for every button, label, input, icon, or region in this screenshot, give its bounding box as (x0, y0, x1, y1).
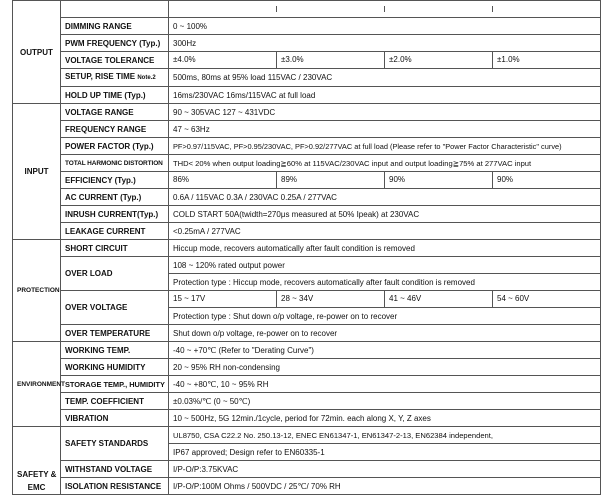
table-row (13, 427, 601, 444)
row-value: 0 ~ 100% (169, 18, 601, 35)
row-value: 90 ~ 305VAC 127 ~ 431VDC (169, 104, 601, 121)
table-row (13, 1, 601, 18)
row-label: OVER VOLTAGE (61, 291, 169, 325)
row-value: 89% (277, 172, 385, 188)
row-value: IP67 approved; Design refer to EN60335-1 (169, 444, 601, 461)
category-output: OUTPUT (13, 1, 61, 104)
row-value: I/P-O/P:3.75KVAC (169, 461, 601, 478)
table-row (13, 376, 601, 393)
row-value: 28 ~ 34V (277, 291, 385, 307)
row-value: ±0.03%/℃ (0 ~ 50℃) (169, 393, 601, 410)
row-label: WITHSTAND VOLTAGE (61, 461, 169, 478)
row-label: SAFETY STANDARDS (61, 427, 169, 461)
row-value: 0.6A / 115VAC 0.3A / 230VAC 0.25A / 277VAC (169, 189, 601, 206)
row-label: TOTAL HARMONIC DISTORTION (61, 155, 169, 172)
row-value: 300Hz (169, 35, 601, 52)
row-value: 10 ~ 500Hz, 5G 12min./1cycle, period for 72min. each along X, Y, Z axes (169, 410, 601, 427)
row-label: SHORT CIRCUIT (61, 240, 169, 257)
row-label: LEAKAGE CURRENT (61, 223, 169, 240)
row-label: WORKING HUMIDITY (61, 359, 169, 376)
category-safety-emc: SAFETY & EMC (13, 427, 61, 495)
row-label: VOLTAGE TOLERANCE (61, 52, 169, 69)
category-protection: PROTECTION (13, 240, 61, 342)
table-row (13, 291, 601, 308)
row-value: 86% (169, 172, 277, 188)
row-value: PF>0.97/115VAC, PF>0.95/230VAC, PF>0.92/277VAC at full load (Please refer to "Power Factor Characteristic" curve) (169, 138, 601, 155)
table-row (13, 172, 601, 189)
table-row (13, 393, 601, 410)
row-value: ±2.0% (385, 52, 493, 68)
row-label: WORKING TEMP. (61, 342, 169, 359)
table-row (13, 69, 601, 87)
row-label: AC CURRENT (Typ.) (61, 189, 169, 206)
row-value: -40 ~ +70℃ (Refer to "Derating Curve") (169, 342, 601, 359)
table-row (13, 104, 601, 121)
specification-table (12, 0, 601, 495)
row-value: 500ms, 80ms at 95% load 115VAC / 230VAC (169, 69, 601, 87)
row-label: PWM FREQUENCY (Typ.) (61, 35, 169, 52)
row-value: I/P-O/P:100M Ohms / 500VDC / 25℃/ 70% RH (169, 478, 601, 495)
row-value: 41 ~ 46V (385, 291, 493, 307)
table-row (13, 189, 601, 206)
row-label: INRUSH CURRENT(Typ.) (61, 206, 169, 223)
table-row (13, 223, 601, 240)
row-value: 54 ~ 60V (497, 294, 530, 303)
table-row (13, 325, 601, 342)
table-row (13, 257, 601, 274)
row-value: -40 ~ +80℃, 10 ~ 95% RH (169, 376, 601, 393)
table-row (13, 52, 601, 69)
table-row (13, 359, 601, 376)
row-label: TEMP. COEFFICIENT (61, 393, 169, 410)
row-value: ±3.0% (277, 52, 385, 68)
row-label: VOLTAGE RANGE (61, 104, 169, 121)
table-row (13, 461, 601, 478)
spec-sheet (12, 0, 600, 492)
row-value: 16ms/230VAC 16ms/115VAC at full load (169, 87, 601, 104)
table-row (13, 240, 601, 257)
row-value: 15 ~ 17V (169, 291, 277, 307)
row-value: Protection type : Shut down o/p voltage, re-power on to recover (169, 308, 601, 325)
row-note: Note.2 (137, 75, 156, 81)
row-value: 108 ~ 120% rated output power (169, 257, 601, 274)
row-label: FREQUENCY RANGE (61, 121, 169, 138)
table-row (13, 87, 601, 104)
table-row (13, 121, 601, 138)
table-row (13, 18, 601, 35)
row-label: POWER FACTOR (Typ.) (61, 138, 169, 155)
row-value: 90% (385, 172, 493, 188)
row-value: 20 ~ 95% RH non-condensing (169, 359, 601, 376)
row-label: EFFICIENCY (Typ.) (61, 172, 169, 189)
row-label: DIMMING RANGE (61, 18, 169, 35)
row-value: UL8750, CSA C22.2 No. 250.13-12, ENEC EN61347-1, EN61347-2-13, EN62384 independent, (169, 427, 601, 444)
row-label: SETUP, RISE TIME Note.2 (61, 69, 169, 87)
row-value: THD< 20% when output loading≧60% at 115VAC/230VAC input and output loading≧75% at 277VAC input (169, 155, 601, 172)
table-row (13, 410, 601, 427)
row-label: HOLD UP TIME (Typ.) (61, 87, 169, 104)
table-row (13, 155, 601, 172)
table-row (13, 478, 601, 495)
row-label: OVER LOAD (61, 257, 169, 291)
row-value: Protection type : Hiccup mode, recovers automatically after fault condition is removed (169, 274, 601, 291)
row-value: <0.25mA / 277VAC (169, 223, 601, 240)
row-value: 90% (497, 175, 514, 184)
row-value: Hiccup mode, recovers automatically after fault condition is removed (169, 240, 601, 257)
table-row (13, 342, 601, 359)
row-value: ±4.0% (169, 52, 277, 68)
row-label: OVER TEMPERATURE (61, 325, 169, 342)
row-value: COLD START 50A(twidth=270μs measured at 50% Ipeak) at 230VAC (169, 206, 601, 223)
row-label: STORAGE TEMP., HUMIDITY (61, 376, 169, 393)
table-row (13, 35, 601, 52)
table-row (13, 138, 601, 155)
table-row (13, 206, 601, 223)
row-value: ±1.0% (497, 55, 520, 64)
row-value: Shut down o/p voltage, re-power on to recover (169, 325, 601, 342)
category-input: INPUT (13, 104, 61, 240)
row-label: ISOLATION RESISTANCE (61, 478, 169, 495)
row-value: 47 ~ 63Hz (169, 121, 601, 138)
row-label: VIBRATION (61, 410, 169, 427)
category-environment: ENVIRONMENT (13, 342, 61, 427)
